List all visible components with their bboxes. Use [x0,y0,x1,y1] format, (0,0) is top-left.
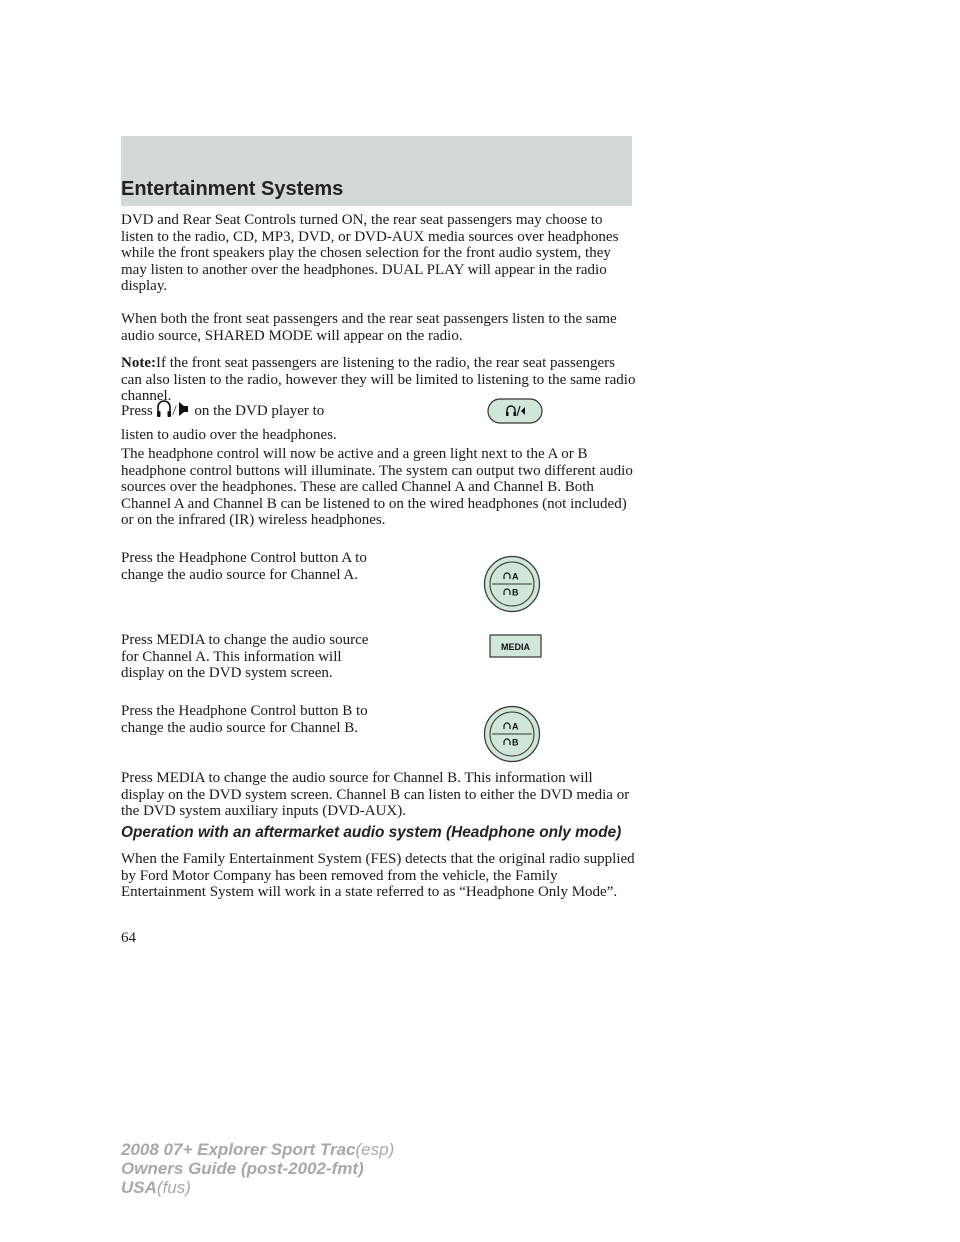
paragraph-headphone-only-mode: When the Family Entertainment System (FES) detects that the original radio supplied by Ford Motor Company has been removed from the vehicle, the Family Entertainment System will work in a state referred to as “Headphone Only Mode”. [121,851,635,901]
headphone-speaker-button[interactable] [487,398,543,424]
paragraph-press-headphone: Press / on the DVD player to listen to audio over the headphones. [121,399,421,443]
button-b-label: B [512,587,519,598]
paragraph-button-a: Press the Headphone Control button A to change the audio source for Channel A. [121,550,367,583]
footer [121,1140,394,1197]
note-paragraph [121,355,636,405]
paragraph-shared-mode: When both the front seat passengers and the rear seat passengers listen to the same audio source, SHARED MODE will appear on the radio. [121,311,617,344]
paragraph-dual-play: DVD and Rear Seat Controls turned ON, the rear seat passengers may choose to listen to the radio, CD, MP3, DVD, or DVD-AUX media sources over headphones while the front speakers play the chosen selection for the front audio system, they may listen to another over the headphones. DUAL PLAY will appear in the radio display. [121,212,619,295]
headphone-control-button-b[interactable] [483,705,541,763]
paragraph-headphone-control: The headphone control will now be active and a green light next to the A or B headphone control buttons will illuminate. The system can output two different audio sources over the headphones. These are called Channel A and Channel B. Both Channel A and Channel B can be listened to on the wired headphones (not included) or on the infrared (IR) wireless headphones. [121,446,633,529]
note-label: Note: [121,355,156,371]
media-button[interactable] [489,634,542,658]
headphone-control-button-a[interactable] [483,555,541,613]
button-b-label: B [512,737,519,748]
button-a-label: A [512,721,519,732]
speaker-icon [177,399,191,419]
page-number: 64 [121,930,136,946]
media-button-label: MEDIA [501,642,530,652]
page-title: Entertainment Systems [121,178,344,200]
note-text: If the front seat passengers are listening to the radio, the rear seat passengers can also listen to the radio, however they will be limited to listening to the same radio channel. [121,355,636,405]
paragraph-media-a: Press MEDIA to change the audio source for Channel A. This information will display on the DVD system screen. [121,632,369,682]
footer-line-2: Owners Guide (post-2002-fmt) [121,1159,364,1178]
headphone-icon [156,399,172,419]
paragraph-button-b: Press the Headphone Control button B to change the audio source for Channel B. [121,703,368,736]
paragraph-media-b: Press MEDIA to change the audio source for Channel B. This information will display on the DVD system screen. Channel B can listen to either the DVD media or the DVD system auxiliary inputs (DVD-AUX). [121,770,630,820]
footer-line-1: 2008 07+ Explorer Sport Trac(esp) [121,1140,395,1159]
footer-line-3: USA(fus) [121,1178,191,1197]
section-subheading: Operation with an aftermarket audio system (Headphone only mode) [121,824,622,841]
button-a-label: A [512,571,519,582]
